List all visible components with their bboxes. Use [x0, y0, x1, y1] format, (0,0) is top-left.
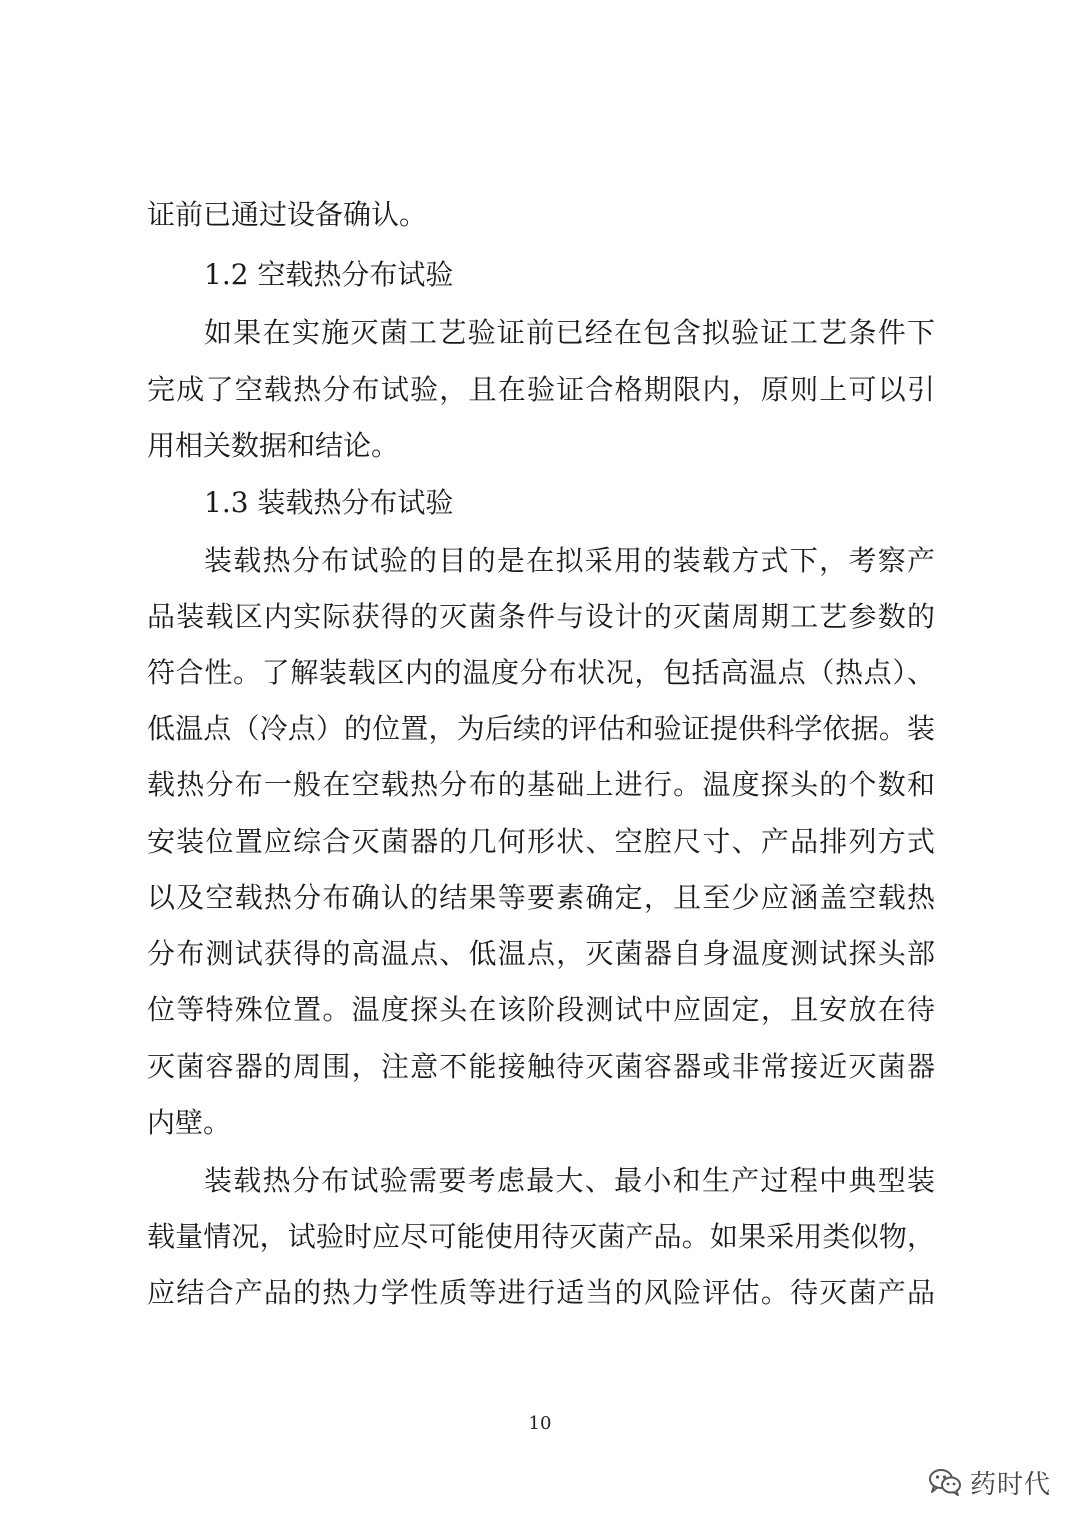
text-line: 灭菌容器的周围，注意不能接触待灭菌容器或非常接近灭菌器 — [147, 1050, 935, 1083]
text-line: 分布测试获得的高温点、低温点，灭菌器自身温度测试探头部 — [147, 937, 935, 970]
text-line: 证前已通过设备确认。 — [147, 198, 428, 231]
text-line: 载热分布一般在空载热分布的基础上进行。温度探头的个数和 — [147, 768, 935, 801]
text-line: 低温点（冷点）的位置，为后续的评估和验证提供科学依据。装 — [147, 712, 935, 745]
text-line: 装载热分布试验的目的是在拟采用的装载方式下，考察产 — [204, 544, 935, 577]
text-line: 载量情况，试验时应尽可能使用待灭菌产品。如果采用类似物， — [147, 1220, 935, 1253]
wechat-icon — [928, 1467, 962, 1497]
text-line: 如果在实施灭菌工艺验证前已经在包含拟验证工艺条件下 — [204, 316, 935, 349]
text-line: 品装载区内实际获得的灭菌条件与设计的灭菌周期工艺参数的 — [147, 600, 935, 633]
section-heading-1-2: 1.2 空载热分布试验 — [204, 258, 454, 291]
watermark — [928, 1460, 1051, 1504]
page-number: 10 — [528, 1413, 552, 1434]
text-line: 以及空载热分布确认的结果等要素确定，且至少应涵盖空载热 — [147, 881, 935, 914]
watermark-text: 药时代 — [970, 1469, 1052, 1500]
text-line: 应结合产品的热力学性质等进行适当的风险评估。待灭菌产品 — [147, 1276, 935, 1309]
text-line: 完成了空载热分布试验，且在验证合格期限内，原则上可以引 — [147, 373, 935, 406]
text-line: 装载热分布试验需要考虑最大、最小和生产过程中典型装 — [204, 1164, 935, 1197]
text-line: 符合性。了解装载区内的温度分布状况，包括高温点（热点）、 — [147, 656, 935, 689]
text-line: 内壁。 — [147, 1106, 232, 1139]
section-heading-1-3: 1.3 装载热分布试验 — [204, 486, 454, 519]
text-line: 位等特殊位置。温度探头在该阶段测试中应固定，且安放在待 — [147, 993, 935, 1026]
text-line: 用相关数据和结论。 — [147, 429, 400, 462]
text-line: 安装位置应综合灭菌器的几何形状、空腔尺寸、产品排列方式 — [147, 825, 935, 858]
